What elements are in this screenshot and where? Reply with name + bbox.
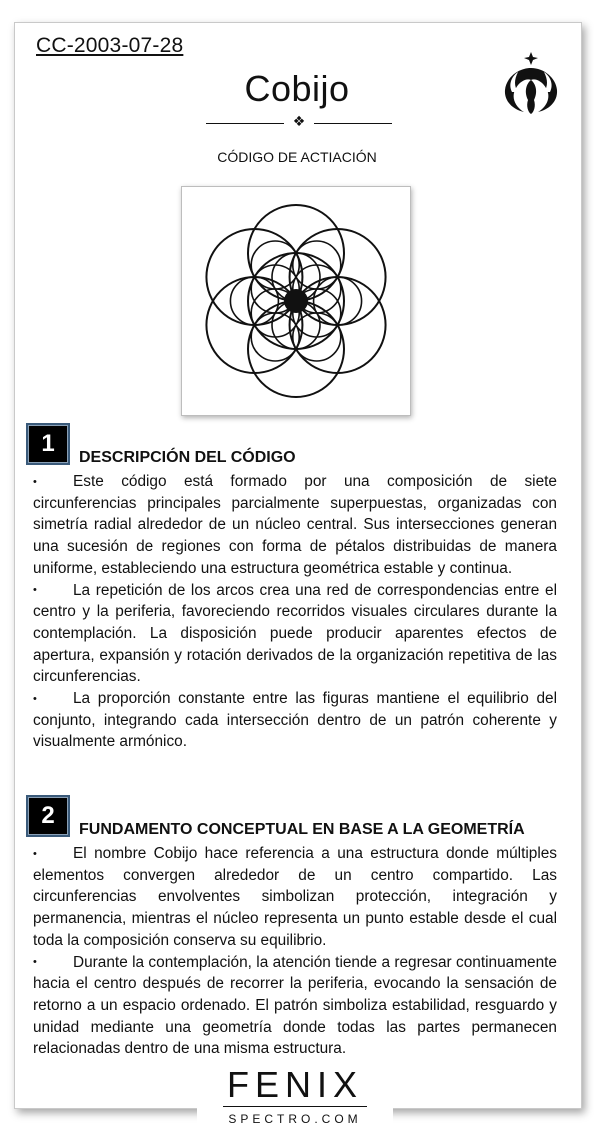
document-code: CC-2003-07-28 <box>36 34 184 57</box>
brand-divider <box>223 1106 367 1107</box>
paragraph-text: Este código está formado por una composición de siete circunferencias principales parcialmente superpuestas, organizadas con simetría radial alrededor de un núcleo central. Sus intersecciones generan una sucesión de regiones con forma de pétalos distribuidas de manera uniforme, estableciendo una estructura geométrica estable y continua. <box>33 473 557 577</box>
paragraph <box>33 580 557 689</box>
section-number-badge: 1 <box>26 423 70 465</box>
section-body <box>33 843 557 1060</box>
bullet-icon: • <box>33 475 37 488</box>
footer-brand <box>197 1062 393 1134</box>
paragraph-text: Durante la contemplación, la atención tiende a regresar continuamente hacia el centro después de recorrer la periferia, evocando la sensación de retorno a un espacio ordenado. El patrón simboliza estabilidad, resguardo y unidad mediante una geometría donde todas las partes permanecen relacionadas dentro de una misma estructura. <box>33 953 557 1058</box>
bullet-icon: • <box>33 847 37 860</box>
brand-logo-text: FENIX <box>226 1064 363 1105</box>
title-divider <box>206 115 392 131</box>
bullet-icon: • <box>33 956 37 969</box>
section-title: DESCRIPCIÓN DEL CÓDIGO <box>79 449 296 466</box>
brand-site: SPECTRO.COM <box>228 1112 362 1126</box>
paragraph <box>33 952 557 1061</box>
section-body <box>33 471 557 753</box>
paragraph <box>33 471 557 580</box>
paragraph-text: El nombre Cobijo hace referencia a una estructura donde múltiples elementos convergen alrededor de un centro compartido. Las circunferencias envolventes simbolizan protección, integración y permanencia, mientras el núcleo representa un punto estable desde el cual toda la composición conserva su equilibrio. <box>33 845 557 949</box>
paragraph <box>33 688 557 753</box>
section-number-badge: 2 <box>26 795 70 837</box>
section-title: FUNDAMENTO CONCEPTUAL EN BASE A LA GEOMETRÍA <box>79 821 525 838</box>
paragraph <box>33 843 557 952</box>
paragraph-text: La repetición de los arcos crea una red de correspondencias entre el centro y la periferia, favoreciendo recorridos visuales circulares durante la contemplación. La disposición puede producir aparentes efectos de apertura, expansión y rotación derivados de la organización repetitiva de las circunferencias. <box>33 581 557 686</box>
seven-circle-pattern <box>182 187 410 415</box>
sacred-geometry-figure <box>181 186 411 416</box>
divider-ornament: ❖ <box>292 113 306 129</box>
divider-line-left <box>206 123 284 124</box>
bullet-icon: • <box>33 692 37 705</box>
phoenix-emblem-icon <box>500 50 562 116</box>
divider-line-right <box>314 123 392 124</box>
page-subtitle: CÓDIGO DE ACTIACIÓN <box>217 149 377 165</box>
bullet-icon: • <box>33 584 37 597</box>
central-core <box>284 289 308 313</box>
paragraph-text: La proporción constante entre las figuras mantiene el equilibrio del conjunto, integrando cada intersección dentro de un patrón coherente y visualmente armónico. <box>33 690 557 751</box>
page-title: Cobijo <box>244 68 350 109</box>
